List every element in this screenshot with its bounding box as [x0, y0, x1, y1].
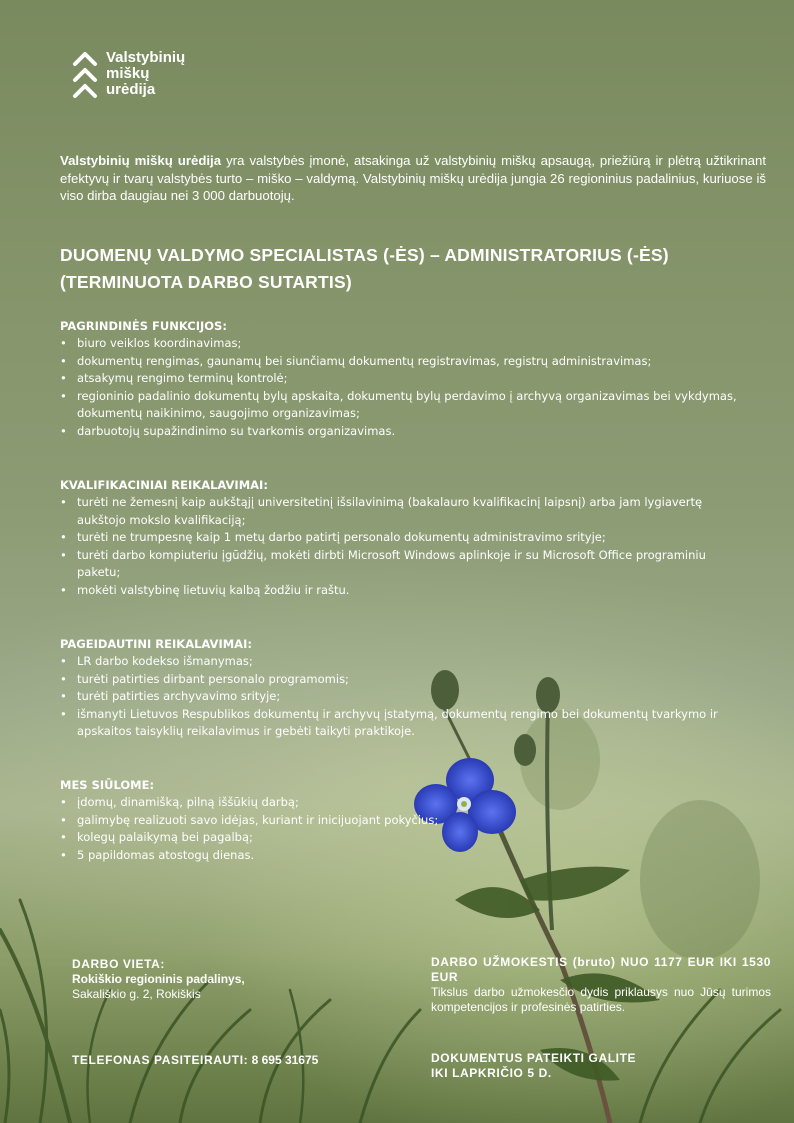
list-item: • galimybę realizuoti savo idėjas, kuriant ir inicijuojant pokyčius; [60, 812, 750, 830]
tree-chevron-logo-icon [72, 50, 98, 104]
list-item: • dokumentų rengimas, gaunamų bei siunčiamų dokumentų registravimas, registrų administravimas; [60, 353, 750, 371]
logo-line-1: Valstybinių [106, 49, 186, 66]
salary-note: Tikslus darbo užmokesčio dydis priklausys nuo Jūsų turimos kompetencijos ir profesinės patirties. [431, 985, 771, 1014]
list-item: • kolegų palaikymą bei pagalbą; [60, 829, 750, 847]
list-item: • įdomų, dinamišką, pilną iššūkių darbą; [60, 794, 750, 812]
job-title-line-2: (TERMINUOTA DARBO SUTARTIS) [60, 272, 352, 292]
logo-wordmark [106, 50, 185, 98]
phone-block [72, 1053, 372, 1068]
list-item: • 5 papildomas atostogų dienas. [60, 847, 750, 865]
workplace-block [72, 957, 372, 1002]
workplace-address: Sakališkio g. 2, Rokiškis [72, 987, 201, 1001]
deadline-line-1: DOKUMENTUS PATEIKTI GALITE [431, 1051, 637, 1065]
intro-text: yra valstybės įmonė, atsakinga už valstybinių miškų apsaugą, priežiūrą ir plėtrą užtikrinant efektyvų ir tvarų valstybės turto – miško – valdymą. Valstybinių miškų urėdija jungia 26 regioninius padalinius, kuriuose iš viso dirba daugiau nei 3 000 darbuotojų. [60, 153, 766, 203]
section-title: PAGEIDAUTINI REIKALAVIMAI: [60, 637, 252, 651]
salary-block [431, 955, 771, 1015]
logo [72, 50, 185, 104]
deadline-line-2: IKI LAPKRIČIO 5 D. [431, 1066, 552, 1080]
intro-paragraph [60, 152, 766, 205]
phone-label: TELEFONAS PASITEIRAUTI: [72, 1053, 249, 1067]
section-title: PAGRINDINĖS FUNKCIJOS: [60, 319, 227, 333]
phone-number: 8 695 31675 [251, 1053, 319, 1067]
job-title-line-1: DUOMENŲ VALDYMO SPECIALISTAS (-ĖS) – ADMINISTRATORIUS (-ĖS) [60, 245, 669, 265]
job-title [60, 242, 760, 296]
list-item: • biuro veiklos koordinavimas; [60, 335, 750, 353]
list-item: • regioninio padalinio dokumentų bylų apskaita, dokumentų bylų perdavimo į archyvą organizavimas bei vykdymas, dokumentų naikinimo, saugojimo organizavimas; [60, 388, 750, 423]
workplace-unit: Rokiškio regioninis padalinys, [72, 972, 245, 986]
salary-label: DARBO UŽMOKESTIS (bruto) NUO 1177 EUR IKI 1530 EUR [431, 955, 771, 984]
logo-line-2: miškų [106, 65, 150, 82]
list-item: • turėti ne žemesnį kaip aukštąjį universitetinį išsilavinimą (bakalauro kvalifikacinį laipsnį) arba jam lygiavertę aukštojo mokslo kvalifikaciją; [60, 494, 750, 529]
list-item: • turėti patirties archyvavimo srityje; [60, 688, 750, 706]
deadline-block [431, 1051, 771, 1081]
section-main-functions [60, 318, 750, 441]
list-item: • atsakymų rengimo terminų kontrolė; [60, 370, 750, 388]
list-item: • turėti patirties dirbant personalo programomis; [60, 671, 750, 689]
org-name: Valstybinių miškų urėdija [60, 153, 222, 168]
section-qualification-requirements [60, 477, 750, 600]
section-preferred-requirements [60, 636, 750, 741]
list-item: • darbuotojų supažindinimo su tvarkomis organizavimas. [60, 423, 750, 441]
list-item: • mokėti valstybinę lietuvių kalbą žodžiu ir raštu. [60, 582, 750, 600]
logo-line-3: urėdija [106, 81, 156, 98]
list-item: • išmanyti Lietuvos Respublikos dokumentų ir archyvų įstatymą, dokumentų rengimo bei dokumentų tvarkymo ir apskaitos taisyklių reikalavimus ir gebėti taikyti praktikoje. [60, 706, 750, 741]
workplace-label: DARBO VIETA: [72, 957, 165, 971]
section-we-offer [60, 777, 750, 864]
section-title: KVALIFIKACINIAI REIKALAVIMAI: [60, 478, 268, 492]
list-item: • turėti ne trumpesnę kaip 1 metų darbo patirtį personalo dokumentų administravimo srityje; [60, 529, 750, 547]
list-item: • LR darbo kodekso išmanymas; [60, 653, 750, 671]
list-item: • turėti darbo kompiuteriu įgūdžių, mokėti dirbti Microsoft Windows aplinkoje ir su Microsoft Office programiniu paketu; [60, 547, 750, 582]
section-title: MES SIŪLOME: [60, 778, 155, 792]
